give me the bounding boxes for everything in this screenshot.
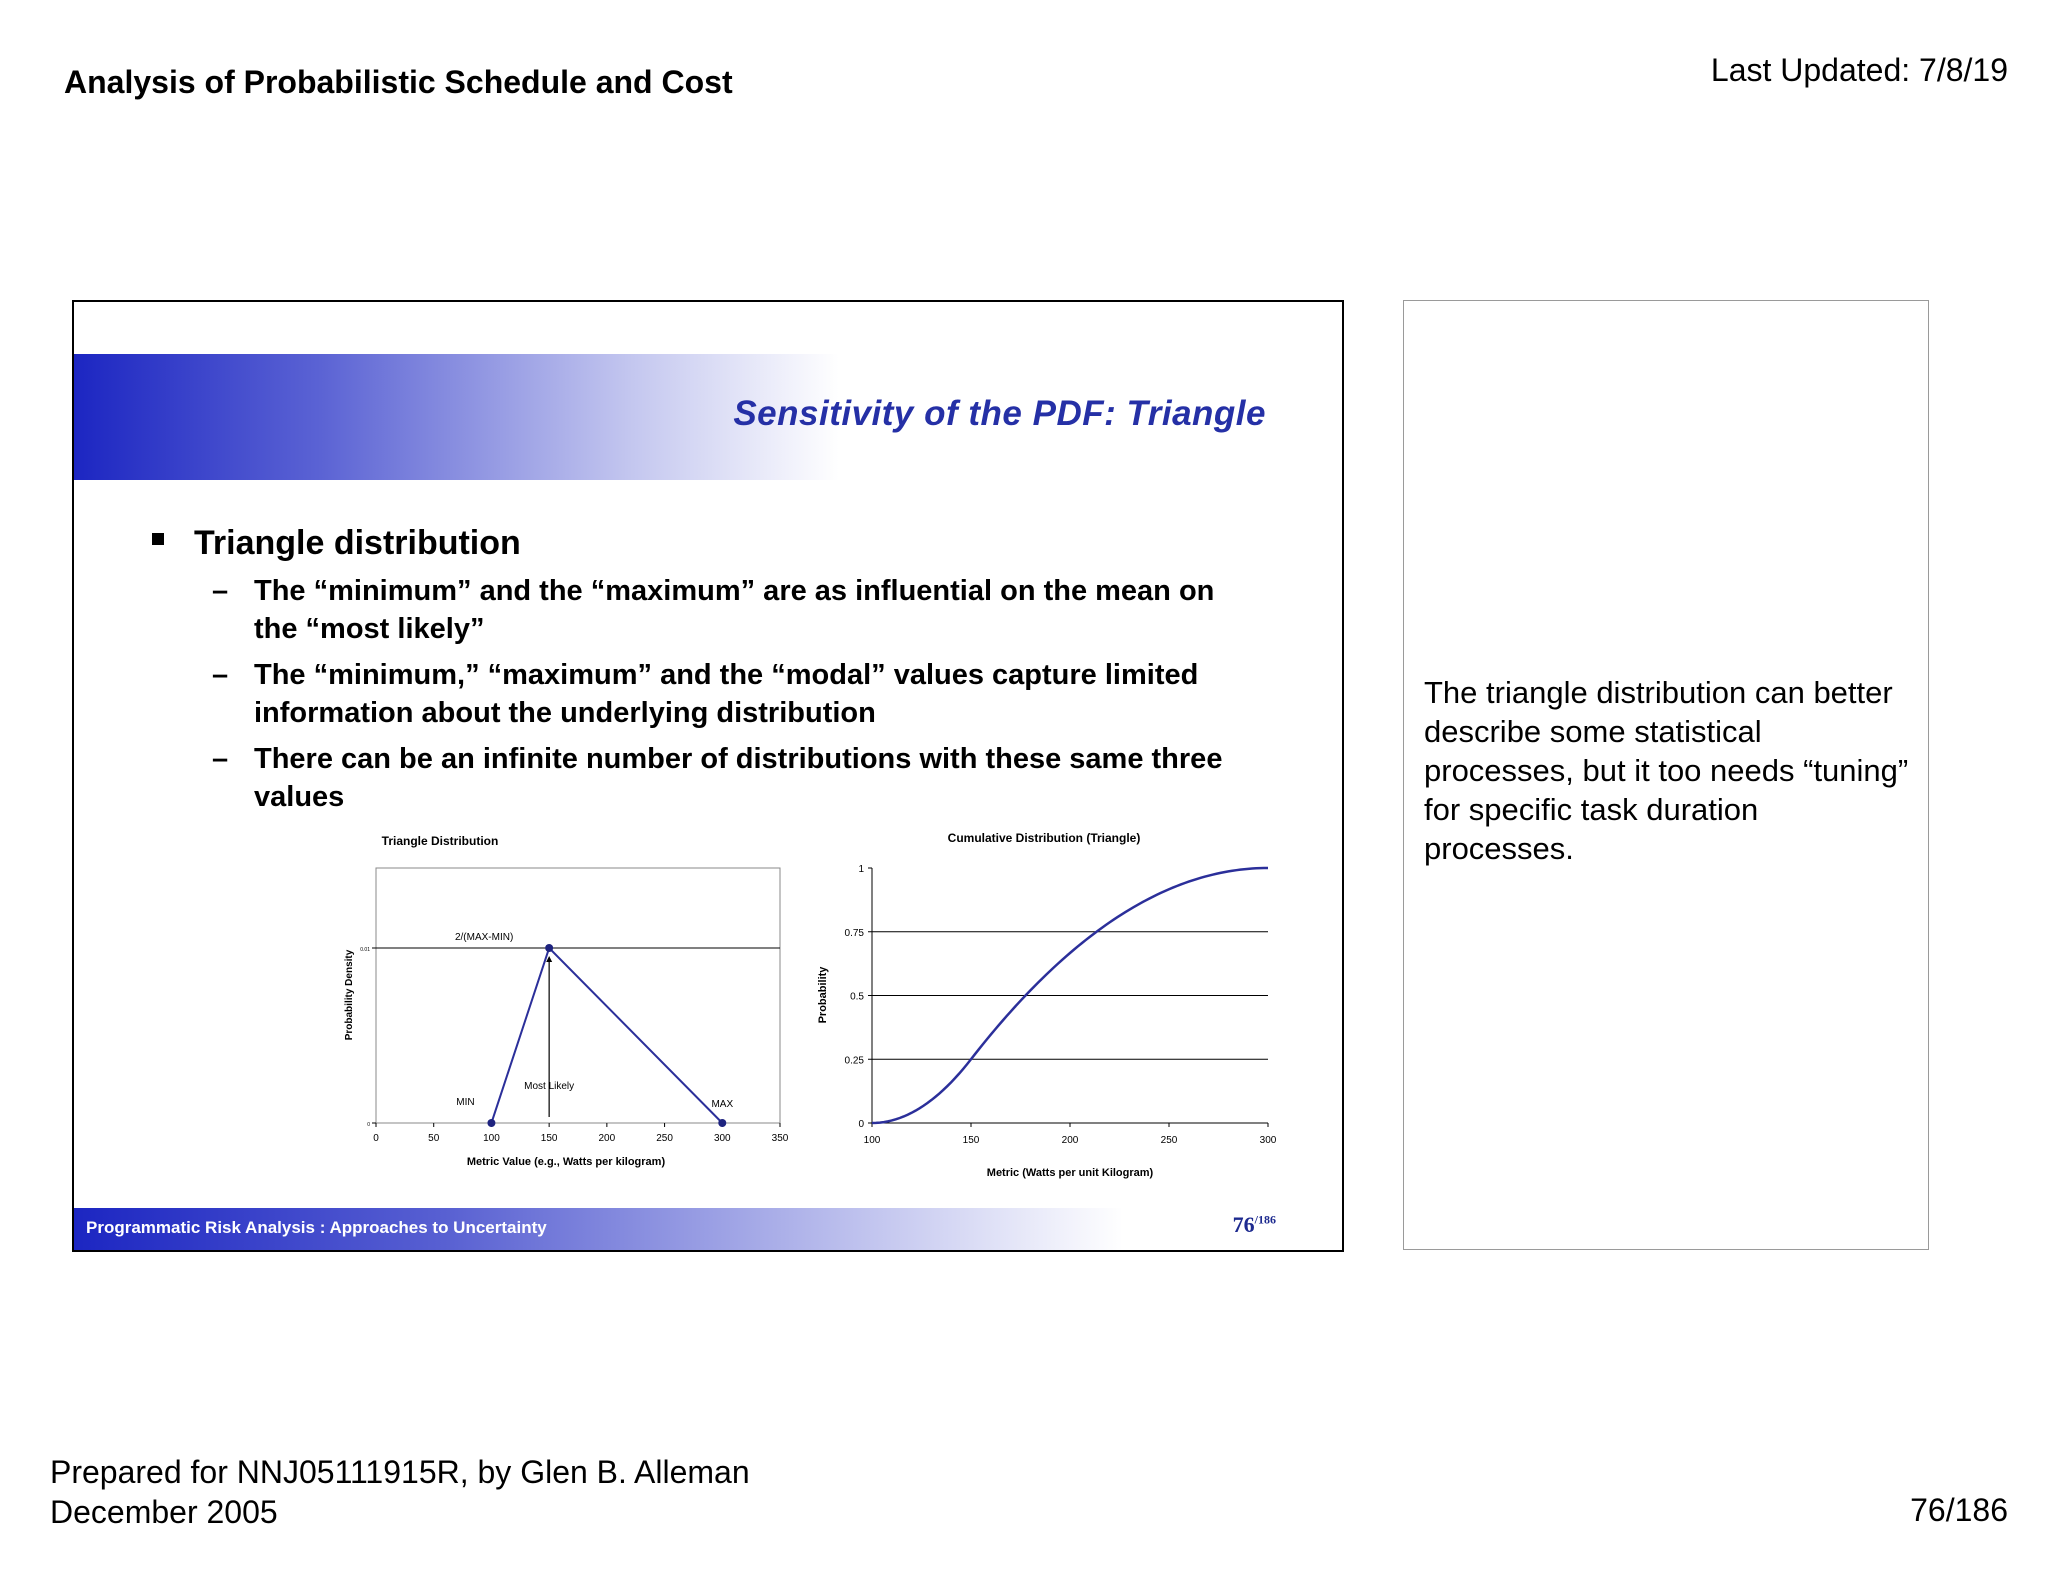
slide-image: [72, 300, 1344, 1252]
document-title: Analysis of Probabilistic Schedule and Cost: [64, 64, 733, 100]
prepared-line-1: Prepared for NNJ05111915R, by Glen B. Alleman: [50, 1454, 750, 1490]
notes-box: [1403, 300, 1929, 1250]
plot-area: [376, 868, 780, 1123]
x-tick-label: 150: [962, 1135, 980, 1146]
last-updated: Last Updated: 7/8/19: [1710, 52, 2008, 88]
min-label: MIN: [456, 1097, 475, 1108]
sub-bullet-text: There can be an infinite number of distributions with these same three values: [254, 743, 1223, 813]
y-axis-label: Probability Density: [344, 949, 355, 1041]
sub-bullet-2: [212, 656, 1254, 732]
y-tick-label: 0.01: [360, 947, 370, 953]
y-tick-label: 1: [858, 864, 864, 875]
sub-bullet-text: The “minimum,” “maximum” and the “modal” values capture limited information about the underlying distribution: [254, 659, 1199, 729]
dash-icon: –: [212, 575, 229, 607]
slide-total: /186: [1254, 1212, 1276, 1227]
chart-title: Cumulative Distribution (Triangle): [947, 831, 1141, 845]
slide-number: [1233, 1212, 1276, 1238]
prepared-for: [50, 1452, 750, 1532]
y-tick-label: 0.25: [844, 1055, 864, 1067]
max-label: MAX: [711, 1099, 734, 1110]
slide-title: Sensitivity of the PDF: Triangle: [733, 394, 1266, 433]
x-axis-label: Metric (Watts per unit Kilogram): [986, 1167, 1154, 1179]
x-axis-label: Metric Value (e.g., Watts per kilogram): [466, 1156, 666, 1168]
y-tick-label: 0: [367, 1122, 370, 1128]
dash-icon: –: [212, 743, 229, 775]
x-tick-label: 300: [713, 1133, 731, 1144]
data-point: [487, 1119, 495, 1127]
x-tick-label: 350: [771, 1133, 789, 1144]
x-tick-label: 100: [863, 1135, 881, 1146]
x-tick-label: 200: [1061, 1135, 1079, 1146]
x-tick-label: 150: [540, 1133, 558, 1144]
prepared-line-2: December 2005: [50, 1494, 278, 1530]
sub-bullet-3: [212, 740, 1254, 816]
y-axis-label: Probability: [817, 966, 829, 1024]
x-tick-label: 250: [656, 1133, 673, 1144]
main-bullet: [152, 524, 521, 563]
x-tick-label: 300: [1259, 1135, 1277, 1146]
most-likely-label: Most Likely: [524, 1081, 575, 1092]
sub-bullet-1: [212, 572, 1254, 648]
slide-number-value: 76: [1232, 1212, 1255, 1237]
slide-footer-band: [74, 1208, 1308, 1250]
sub-bullet-text: The “minimum” and the “maximum” are as influential on the mean on the “most likely”: [254, 575, 1215, 645]
x-tick-label: 50: [428, 1133, 440, 1144]
x-tick-label: 250: [1160, 1135, 1178, 1146]
notes-text: The triangle distribution can better describe some statistical processes, but it too needs “tuning” for specific task duration processes.: [1424, 675, 1909, 866]
slide-title-banner: [74, 354, 1308, 480]
square-bullet-icon: [152, 533, 164, 545]
main-bullet-text: Triangle distribution: [194, 524, 521, 562]
slide-footer-text: Programmatic Risk Analysis : Approaches to Uncertainty: [86, 1218, 547, 1237]
peak-label: 2/(MAX-MIN): [454, 932, 514, 943]
data-point: [545, 944, 553, 952]
x-tick-label: 100: [483, 1133, 500, 1144]
y-tick-label: 0.75: [844, 927, 864, 939]
page-number: 76/186: [1910, 1492, 2008, 1528]
y-tick-label: 0.5: [850, 991, 864, 1003]
chart-title: Triangle Distribution: [381, 834, 499, 848]
x-tick-label: 0: [373, 1133, 379, 1144]
x-tick-label: 200: [598, 1133, 616, 1144]
y-tick-label: 0: [858, 1119, 864, 1130]
dash-icon: –: [212, 659, 229, 691]
cumulative-distribution-chart: [724, 830, 1284, 1190]
